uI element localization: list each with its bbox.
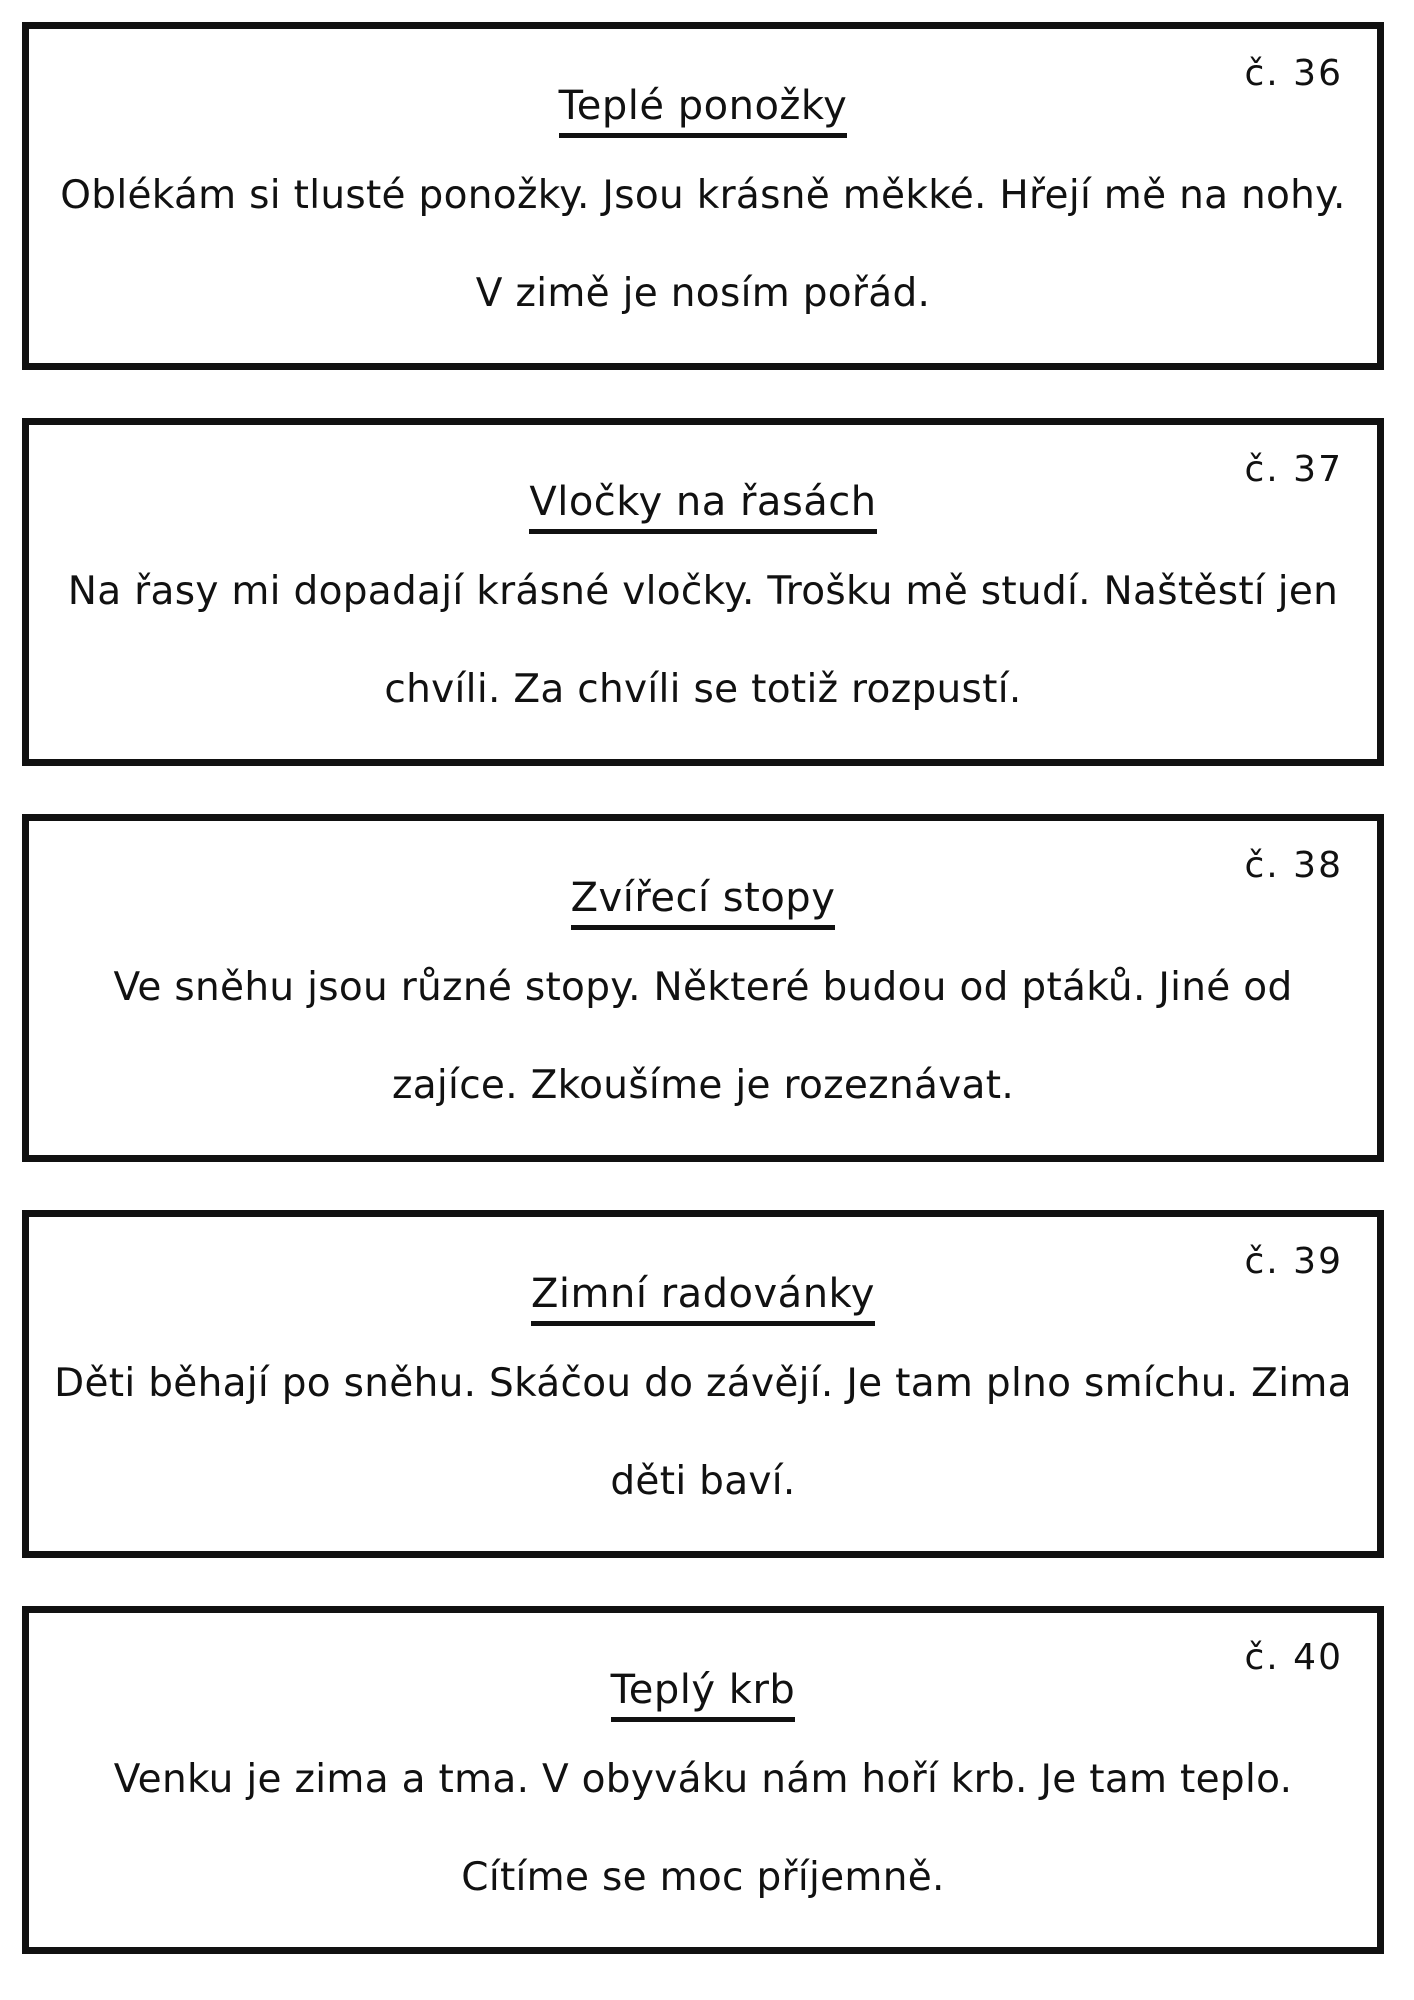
card-title-text: Vločky na řasách <box>529 479 876 534</box>
card-title-text: Zvířecí stopy <box>571 875 836 930</box>
card-number: č. 37 <box>1244 449 1343 490</box>
card-title <box>29 479 1377 534</box>
reading-card-37 <box>22 418 1384 766</box>
card-title-text: Teplé ponožky <box>559 83 848 138</box>
card-text: Na řasy mi dopadají krásné vločky. Trošku mě studí. Naštěstí jen chvíli. Za chvíli se totiž rozpustí. <box>67 569 1339 712</box>
card-number: č. 38 <box>1244 845 1343 886</box>
card-title <box>29 875 1377 930</box>
card-title <box>29 83 1377 138</box>
reading-card-36 <box>22 22 1384 370</box>
reading-card-39 <box>22 1210 1384 1558</box>
card-title <box>29 1271 1377 1326</box>
card-text: Venku je zima a tma. V obyváku nám hoří krb. Je tam teplo. Cítíme se moc příjemně. <box>113 1757 1293 1900</box>
card-title-text: Zimní radovánky <box>531 1271 875 1326</box>
card-number: č. 40 <box>1244 1637 1343 1678</box>
card-text: Oblékám si tlusté ponožky. Jsou krásně měkké. Hřejí mě na nohy. V zimě je nosím pořád. <box>60 173 1346 316</box>
card-number: č. 39 <box>1244 1241 1343 1282</box>
card-text: Děti běhají po sněhu. Skáčou do závějí. Je tam plno smíchu. Zima děti baví. <box>54 1361 1352 1504</box>
reading-card-40 <box>22 1606 1384 1954</box>
card-title <box>29 1667 1377 1722</box>
reading-card-38 <box>22 814 1384 1162</box>
card-number: č. 36 <box>1244 53 1343 94</box>
card-title-text: Teplý krb <box>611 1667 796 1722</box>
card-text: Ve sněhu jsou různé stopy. Některé budou od ptáků. Jiné od zajíce. Zkoušíme je rozeznávat. <box>113 965 1293 1108</box>
